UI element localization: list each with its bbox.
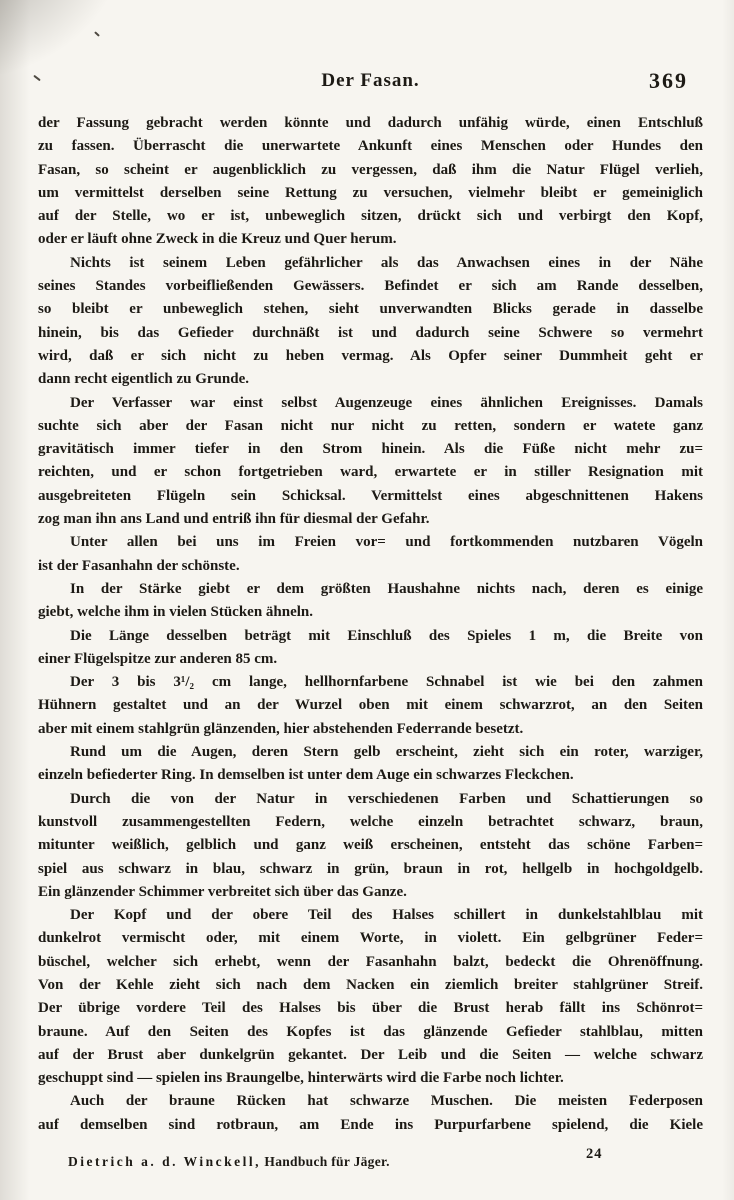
text-line: spiel aus schwarz in blau, schwarz in grün, braun in rot, hellgelb in hochgoldgelb. [38, 860, 703, 877]
text-block [38, 112, 703, 1137]
text-line: oder er läuft ohne Zweck in die Kreuz und Quer herum. [38, 231, 397, 248]
text-line: Durch die von der Natur in verschiedenen Farben und Schattierungen so [70, 790, 703, 807]
text-line: gravitätisch immer tiefer in den Strom hinein. Als die Füße nicht mehr zu= [38, 441, 703, 458]
text-line: auf demselben sind rotbraun, am Ende ins Purpurfarbene spielend, die Kiele [38, 1116, 703, 1133]
text-line: der Fassung gebracht werden könnte und dadurch unfähig würde, einen Entschluß [38, 115, 703, 131]
text-line: Hühnern gestaltet und an der Wurzel oben mit einem schwarzrot, an den Seiten [38, 697, 703, 714]
text-line: aber mit einem stahlgrün glänzenden, hier abstehenden Federrande besetzt. [38, 720, 524, 737]
text-line: geschuppt sind — spielen ins Braungelbe, hinterwärts wird die Farbe noch lichter. [38, 1070, 564, 1087]
text-line: so bleibt er unbeweglich stehen, sieht unverwandten Blicks gerade in dasselbe [38, 301, 703, 318]
text-line: suchte sich aber der Fasan nicht nur nicht zu retten, sondern er watete ganz [38, 417, 703, 434]
text-line: Der Kopf und der obere Teil des Halses schillert in dunkelstahlblau mit [70, 907, 703, 924]
text-line: auf der Brust aber dunkelgrün gekantet. Der Leib und die Seiten — welche schwarz [38, 1046, 703, 1063]
footer-work-title: Handbuch für Jäger. [264, 1154, 390, 1169]
text-line: seines Standes vorbeifließenden Gewässers. Befindet er sich am Rande desselben, [38, 278, 703, 295]
text-line: Ein glänzender Schimmer verbreitet sich über das Ganze. [38, 883, 407, 900]
text-line: ausgebreiteten Flügeln sein Schicksal. Vermittelst eines abgeschnittenen Hakens [38, 487, 703, 504]
text-line: um vermittelst derselben seine Rettung zu versuchen, vielmehr bleibt er gemeiniglich [38, 184, 703, 201]
running-title: Der Fasan. [321, 70, 420, 91]
text-line: Unter allen bei uns im Freien vor= und fortkommenden nutzbaren Vögeln [70, 534, 703, 551]
text-line: Rund um die Augen, deren Stern gelb erscheint, zieht sich ein roter, warziger, [70, 744, 703, 761]
text-line: Auch der braune Rücken hat schwarze Muschen. Die meisten Federposen [70, 1093, 703, 1110]
text-line: dann recht eigentlich zu Grunde. [38, 371, 249, 388]
text-line: einzeln befiederter Ring. In demselben ist unter dem Auge ein schwarzes Fleckchen. [38, 767, 574, 784]
scan-speck [94, 31, 100, 37]
text-line: hinein, bis das Gefieder durchnäßt ist und dadurch seine Schwere so vermehrt [38, 324, 703, 341]
text-line: auf der Stelle, wo er ist, unbeweglich sitzen, drückt sich und verbirgt den Kopf, [38, 208, 703, 225]
text-line: einer Flügelspitze zur anderen 85 cm. [38, 650, 278, 667]
sheet-signature-number: 24 [586, 1146, 603, 1162]
text-line: dunkelrot vermischt oder, mit einem Worte, in violett. Ein gelbgrüner Feder= [38, 930, 703, 947]
text-line: Fasan, so scheint er augenblicklich zu vergessen, daß ihm die Natur Flügel verlieh, [38, 161, 703, 178]
text-line: mitunter weißlich, gelblich und ganz weiß erscheinen, entsteht das schöne Farben= [38, 837, 703, 854]
text-line: In der Stärke giebt er dem größten Haushahne nichts nach, deren es einige [70, 580, 703, 597]
text-line: kunstvoll zusammengestellten Federn, welche einzeln betrachtet schwarz, braun, [38, 813, 703, 830]
text-line: ist der Fasanhahn der schönste. [38, 557, 240, 574]
page-header [38, 70, 703, 92]
text-line: reichten, und er schon fortgetrieben ward, erwartete er in stiller Resignation mit [38, 464, 703, 481]
footer-author: Dietrich a. d. Winckell, [68, 1154, 262, 1169]
text-line: wird, daß er sich nicht zu heben vermag. Als Opfer seiner Dummheit geht er [38, 347, 703, 364]
text-line: Der Verfasser war einst selbst Augenzeuge eines ähnlichen Ereignisses. Damals [70, 394, 703, 411]
footer-citation [68, 1154, 390, 1170]
text-line: zu fassen. Überrascht die unerwartete Ankunft eines Menschen oder Hundes den [38, 138, 703, 155]
text-line: büschel, welcher sich erhebt, wenn der Fasanhahn balzt, bedeckt die Ohrenöffnung. [38, 953, 703, 970]
page-number: 369 [649, 68, 688, 93]
text-line: Der übrige vordere Teil des Halses bis über die Brust herab fällt ins Schönrot= [38, 1000, 703, 1017]
text-line: Der 3 bis 3¹/₂ cm lange, hellhornfarbene Schnabel ist wie bei den zahmen [70, 674, 703, 691]
text-line: zog man ihn ans Land und entriß ihn für diesmal der Gefahr. [38, 511, 430, 528]
text-line: Die Länge desselben beträgt mit Einschluß des Spieles 1 m, die Breite von [70, 627, 703, 644]
text-line: Nichts ist seinem Leben gefährlicher als das Anwachsen eines in der Nähe [70, 254, 703, 271]
text-line: braune. Auf den Seiten des Kopfes ist das glänzende Gefieder stahlblau, mitten [38, 1023, 703, 1040]
text-line: Von der Kehle zieht sich nach dem Nacken ein ziemlich breiter stahlgrüner Streif. [38, 976, 703, 993]
text-line: giebt, welche ihm in vielen Stücken ähneln. [38, 604, 314, 621]
